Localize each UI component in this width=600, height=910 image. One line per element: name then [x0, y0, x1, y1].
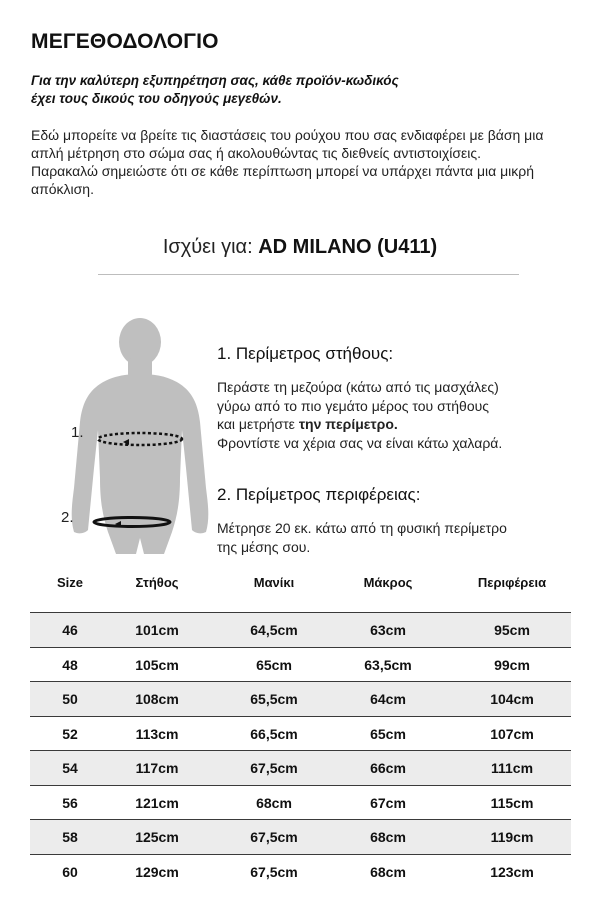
- cell-chest: 125cm: [135, 829, 179, 845]
- instruction-line: της μέσης σου.: [217, 538, 311, 555]
- instruction-text: και μετρήστε: [217, 416, 299, 432]
- cell-length: 63cm: [370, 622, 406, 638]
- cell-chest: 105cm: [135, 656, 179, 673]
- column-header-length: Μάκρος: [363, 575, 413, 590]
- column-header-hip: Περιφέρεια: [477, 575, 547, 590]
- hip-section-title: 2. Περίμετρος περιφέρειας:: [217, 485, 421, 504]
- table-row: [30, 819, 571, 854]
- cell-size: 50: [62, 691, 78, 707]
- column-header-sleeve: Μανίκι: [253, 575, 295, 590]
- table-row: [30, 854, 571, 889]
- cell-chest: 121cm: [135, 794, 179, 811]
- cell-size: 52: [62, 725, 78, 742]
- cell-hip: 119cm: [490, 829, 534, 845]
- product-name: AD MILANO (U411): [258, 236, 438, 258]
- cell-length: 64cm: [370, 691, 406, 707]
- cell-chest: 101cm: [135, 622, 179, 638]
- intro-description: [31, 126, 576, 198]
- cell-sleeve: 66,5cm: [250, 725, 298, 742]
- instruction-emphasis: την περίμετρο.: [298, 416, 398, 432]
- instruction-line: Φροντίστε να χέρια σας να είναι κάτω χαλαρά.: [217, 434, 503, 451]
- cell-sleeve: 65cm: [256, 656, 292, 673]
- cell-sleeve: 67,5cm: [250, 760, 298, 776]
- instruction-line: γύρω από το πιο γεμάτο μέρος του στήθους: [217, 397, 490, 414]
- table-row: [30, 681, 571, 716]
- applies-prefix: Ισχύει για:: [162, 236, 253, 258]
- cell-sleeve: 67,5cm: [250, 829, 298, 845]
- column-header-size: Size: [56, 575, 84, 590]
- chest-marker-label: 1.: [71, 424, 84, 441]
- cell-hip: 95cm: [494, 622, 530, 638]
- divider: [98, 274, 519, 275]
- cell-sleeve: 68cm: [256, 794, 292, 811]
- cell-hip: 115cm: [490, 794, 534, 811]
- cell-size: 56: [62, 794, 78, 811]
- cell-length: 65cm: [370, 725, 406, 742]
- cell-size: 46: [62, 622, 78, 638]
- instruction-line: Μέτρησε 20 εκ. κάτω από τη φυσική περίμετρο: [217, 520, 507, 536]
- cell-chest: 117cm: [135, 760, 179, 776]
- cell-sleeve: 65,5cm: [250, 691, 298, 707]
- cell-hip: 107cm: [490, 725, 534, 742]
- cell-size: 54: [62, 760, 78, 776]
- cell-length: 68cm: [370, 829, 406, 845]
- cell-size: 58: [62, 829, 78, 845]
- table-row: [30, 750, 571, 785]
- table-row: [30, 716, 571, 751]
- page-title: ΜΕΓΕΘΟΔΟΛΟΓΙΟ: [31, 30, 219, 53]
- cell-sleeve: 64,5cm: [250, 622, 298, 638]
- table-row: [30, 612, 571, 647]
- body-silhouette-icon: [60, 318, 220, 560]
- column-header-chest: Στήθος: [135, 575, 179, 590]
- instruction-line: [217, 415, 557, 434]
- chest-section-title: 1. Περίμετρος στήθους:: [217, 344, 394, 363]
- hip-instructions: [217, 519, 557, 556]
- applies-to-heading: [0, 236, 600, 259]
- size-table: [30, 612, 571, 888]
- table-row: [30, 785, 571, 820]
- cell-hip: 111cm: [490, 760, 534, 776]
- intro-highlight: [31, 72, 571, 108]
- cell-sleeve: 67,5cm: [250, 863, 298, 880]
- cell-hip: 104cm: [490, 691, 534, 707]
- table-row: [30, 647, 571, 682]
- size-table-header: [30, 575, 571, 597]
- cell-size: 48: [62, 656, 78, 673]
- chest-instructions: [217, 378, 557, 452]
- cell-length: 63,5cm: [364, 656, 412, 673]
- cell-hip: 123cm: [490, 863, 534, 880]
- cell-chest: 129cm: [135, 863, 179, 880]
- intro-highlight-line: Για την καλύτερη εξυπηρέτηση σας, κάθε προϊόν-κωδικός: [31, 73, 399, 88]
- intro-highlight-line: έχει τους δικούς του οδηγούς μεγεθών.: [31, 91, 282, 106]
- hip-marker-label: 2.: [61, 509, 74, 526]
- cell-length: 68cm: [370, 863, 406, 880]
- cell-hip: 99cm: [494, 656, 530, 673]
- cell-length: 67cm: [370, 794, 406, 811]
- intro-paragraph: Παρακαλώ σημειώστε ότι σε κάθε περίπτωση μπορεί να υπάρχει πάντα μια μικρή απόκλιση.: [31, 163, 535, 197]
- cell-size: 60: [62, 863, 78, 880]
- cell-length: 66cm: [370, 760, 406, 776]
- cell-chest: 113cm: [135, 725, 179, 742]
- intro-paragraph: Εδώ μπορείτε να βρείτε τις διαστάσεις του ρούχου που σας ενδιαφέρει με βάση μια απλή μέτρηση στο σώμα σας ή ακολουθώντας τις διεθνείς αντιστοιχίσεις.: [31, 127, 544, 161]
- cell-chest: 108cm: [135, 691, 179, 707]
- instruction-line: Περάστε τη μεζούρα (κάτω από τις μασχάλες): [217, 379, 499, 395]
